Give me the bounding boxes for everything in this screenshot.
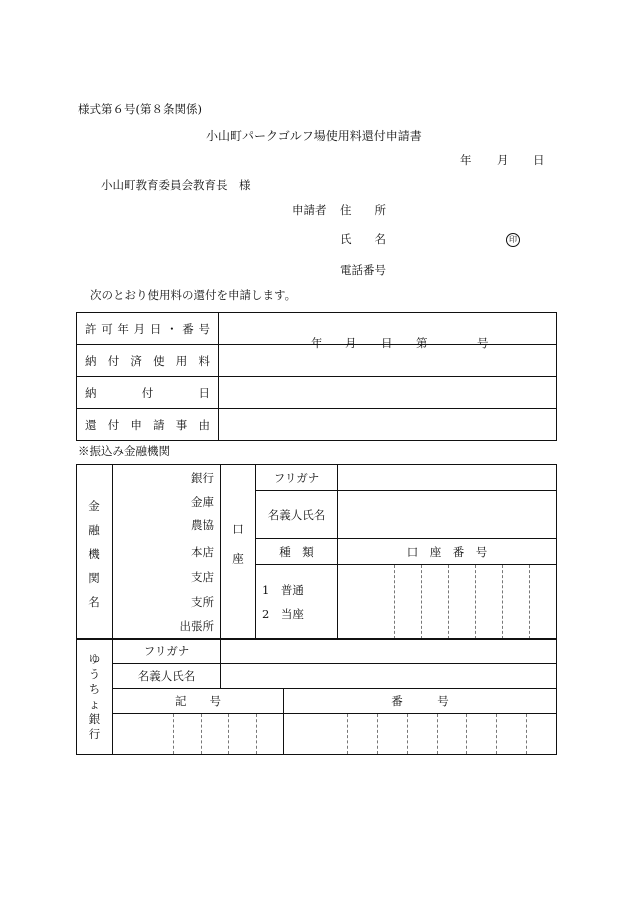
refund-reason-field[interactable] — [219, 409, 557, 441]
account-kind-label: 種 類 — [256, 539, 338, 565]
bank-holder-field[interactable] — [338, 491, 557, 539]
date-year: 年 — [460, 153, 472, 167]
intro-text: 次のとおり使用料の還付を申請します。 — [90, 288, 297, 302]
refund-reason-label: 還付申請事由 — [77, 409, 219, 441]
yucho-furigana-label: フリガナ — [113, 639, 221, 664]
seal-mark: 印 — [506, 233, 520, 247]
permit-value[interactable]: 年 月 日 第 号 — [219, 313, 557, 345]
bank-name-vertical-label: 金融機関名 — [88, 499, 100, 609]
phone-label: 電話番号 — [340, 263, 386, 277]
form-number: 様式第６号(第８条関係) — [78, 102, 202, 116]
bank-section-title: ※振込み金融機関 — [78, 444, 170, 458]
payment-date-field[interactable] — [219, 377, 557, 409]
date-month: 月 — [497, 153, 509, 167]
account-number-label: 口 座 番 号 — [338, 539, 557, 565]
yucho-vertical-label: ゆうちょ銀行 — [77, 639, 113, 755]
yucho-holder-field[interactable] — [221, 664, 557, 689]
yucho-kigo-label: 記 号 — [113, 689, 284, 714]
form-title: 小山町パークゴルフ場使用料還付申請書 — [206, 129, 422, 143]
branch-shutchojo: 出張所 — [179, 618, 214, 633]
branch-shiten: 支店 — [191, 569, 214, 584]
bank-furigana-field[interactable] — [338, 465, 557, 491]
account-vertical-label: 口座 — [221, 465, 256, 640]
account-number-field[interactable] — [338, 565, 557, 640]
applicant-label: 申請者 — [292, 203, 327, 217]
addressee: 小山町教育委員会教育長 様 — [101, 178, 251, 192]
date-day: 日 — [533, 153, 545, 167]
bank-type-nokyo: 農協 — [191, 518, 214, 533]
bank-furigana-label: フリガナ — [256, 465, 338, 491]
bank-table — [76, 464, 557, 640]
yucho-bango-field[interactable] — [284, 714, 557, 755]
yucho-bango-label: 番 号 — [284, 689, 557, 714]
yucho-kigo-field[interactable] — [113, 714, 284, 755]
bank-type-bank: 銀行 — [191, 471, 214, 486]
yucho-furigana-field[interactable] — [221, 639, 557, 664]
payment-date-label: 納付日 — [77, 377, 219, 409]
name-label: 氏 名 — [340, 232, 386, 246]
bank-holder-label: 名義人氏名 — [256, 491, 338, 539]
bank-type-kinko: 金庫 — [191, 495, 214, 510]
main-table — [76, 312, 557, 441]
paid-fee-label: 納付済使用料 — [77, 345, 219, 377]
branch-honten: 本店 — [191, 544, 214, 559]
yucho-table — [76, 638, 557, 755]
permit-label: 許可年月日・番号 — [77, 313, 219, 345]
yucho-holder-label: 名義人氏名 — [113, 664, 221, 689]
account-kind-options[interactable]: 1 普通 2 当座 — [256, 565, 338, 640]
address-label: 住 所 — [340, 203, 386, 217]
branch-shisho: 支所 — [191, 594, 214, 609]
